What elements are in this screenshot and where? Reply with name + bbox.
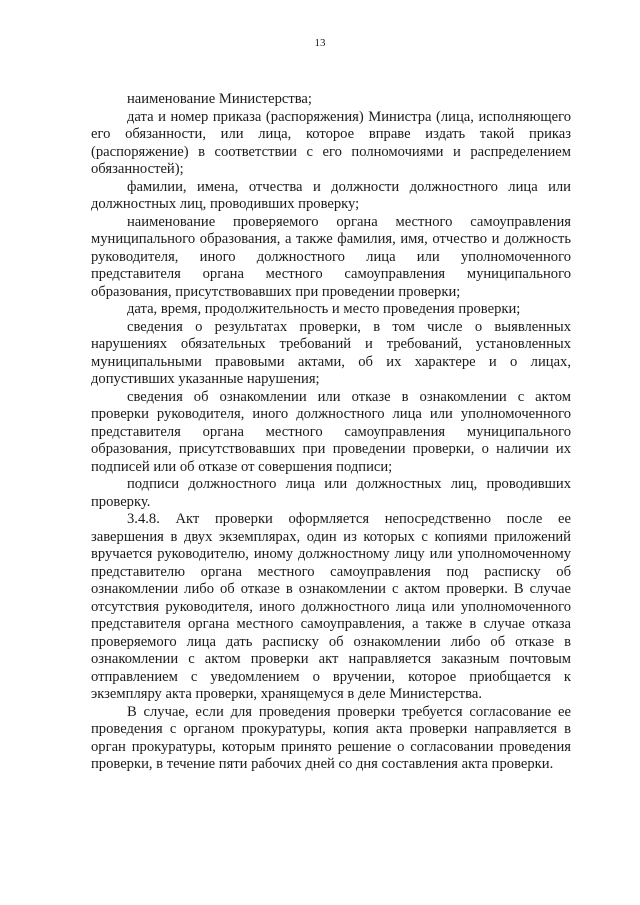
paragraph-clause-3-4-8: 3.4.8. Акт проверки оформляется непосредственно после ее завершения в двух экземплярах, один из которых с копиями приложений вручается руководителю, иному должностному лицу или уполномоченному представителю органа местного самоуправления под расписку об ознакомлении либо об отказе в ознакомлении с актом проверки. В случае отсутствия руководителя, иного должностного лица или уполномоченного представителя органа местного самоуправления, а также в случае отказа проверяемого лица дать расписку об ознакомлении либо об отказе в ознакомлении с актом проверки акт направляется заказным почтовым отправлением с уведомлением о вручении, которое приобщается к экземпляру акта проверки, хранящемуся в деле Министерства.	[91, 511, 571, 702]
page-number: 13	[314, 37, 326, 49]
paragraph-inspection-results: сведения о результатах проверки, в том числе о выявленных нарушениях обязательных требований и требований, установленных муниципальными правовыми актами, об их характере и о лицах, допустивших указанные нарушения;	[91, 318, 571, 387]
paragraph-signatures: подписи должностного лица или должностных лиц, проводивших проверку.	[91, 476, 571, 510]
paragraph-inspected-body: наименование проверяемого органа местного самоуправления муниципального образования, а также фамилия, имя, отчество и должность руководителя, иного должностного лица или уполномоченного представителя органа местного самоуправления муниципального образования, присутствовавших при проведении проверки;	[91, 213, 571, 300]
paragraph-order-date-number: дата и номер приказа (распоряжения) Министра (лица, исполняющего его обязанности, или лица, которое вправе издать такой приказ (распоряжение) в соответствии с его полномочиями и распределением обязанностей);	[91, 108, 571, 177]
paragraph-acquaintance-info: сведения об ознакомлении или отказе в ознакомлении с актом проверки руководителя, иного должностного лица или уполномоченного представителя органа местного самоуправления муниципального образования, присутствовавших при проведении проверки, о наличии их подписей или об отказе от совершения подписи;	[91, 388, 571, 475]
paragraph-inspection-date-place: дата, время, продолжительность и место проведения проверки;	[127, 301, 521, 317]
paragraph-ministry-name: наименование Министерства;	[127, 91, 312, 107]
document-body	[91, 91, 571, 774]
paragraph-inspectors-names: фамилии, имена, отчества и должности должностного лица или должностных лиц, проводивших проверку;	[91, 178, 571, 212]
paragraph-prosecutor-copy: В случае, если для проведения проверки требуется согласование ее проведения с органом прокуратуры, копия акта проверки направляется в орган прокуратуры, которым принято решение о согласовании проведения проверки, в течение пяти рабочих дней со дня составления акта проверки.	[91, 703, 571, 772]
